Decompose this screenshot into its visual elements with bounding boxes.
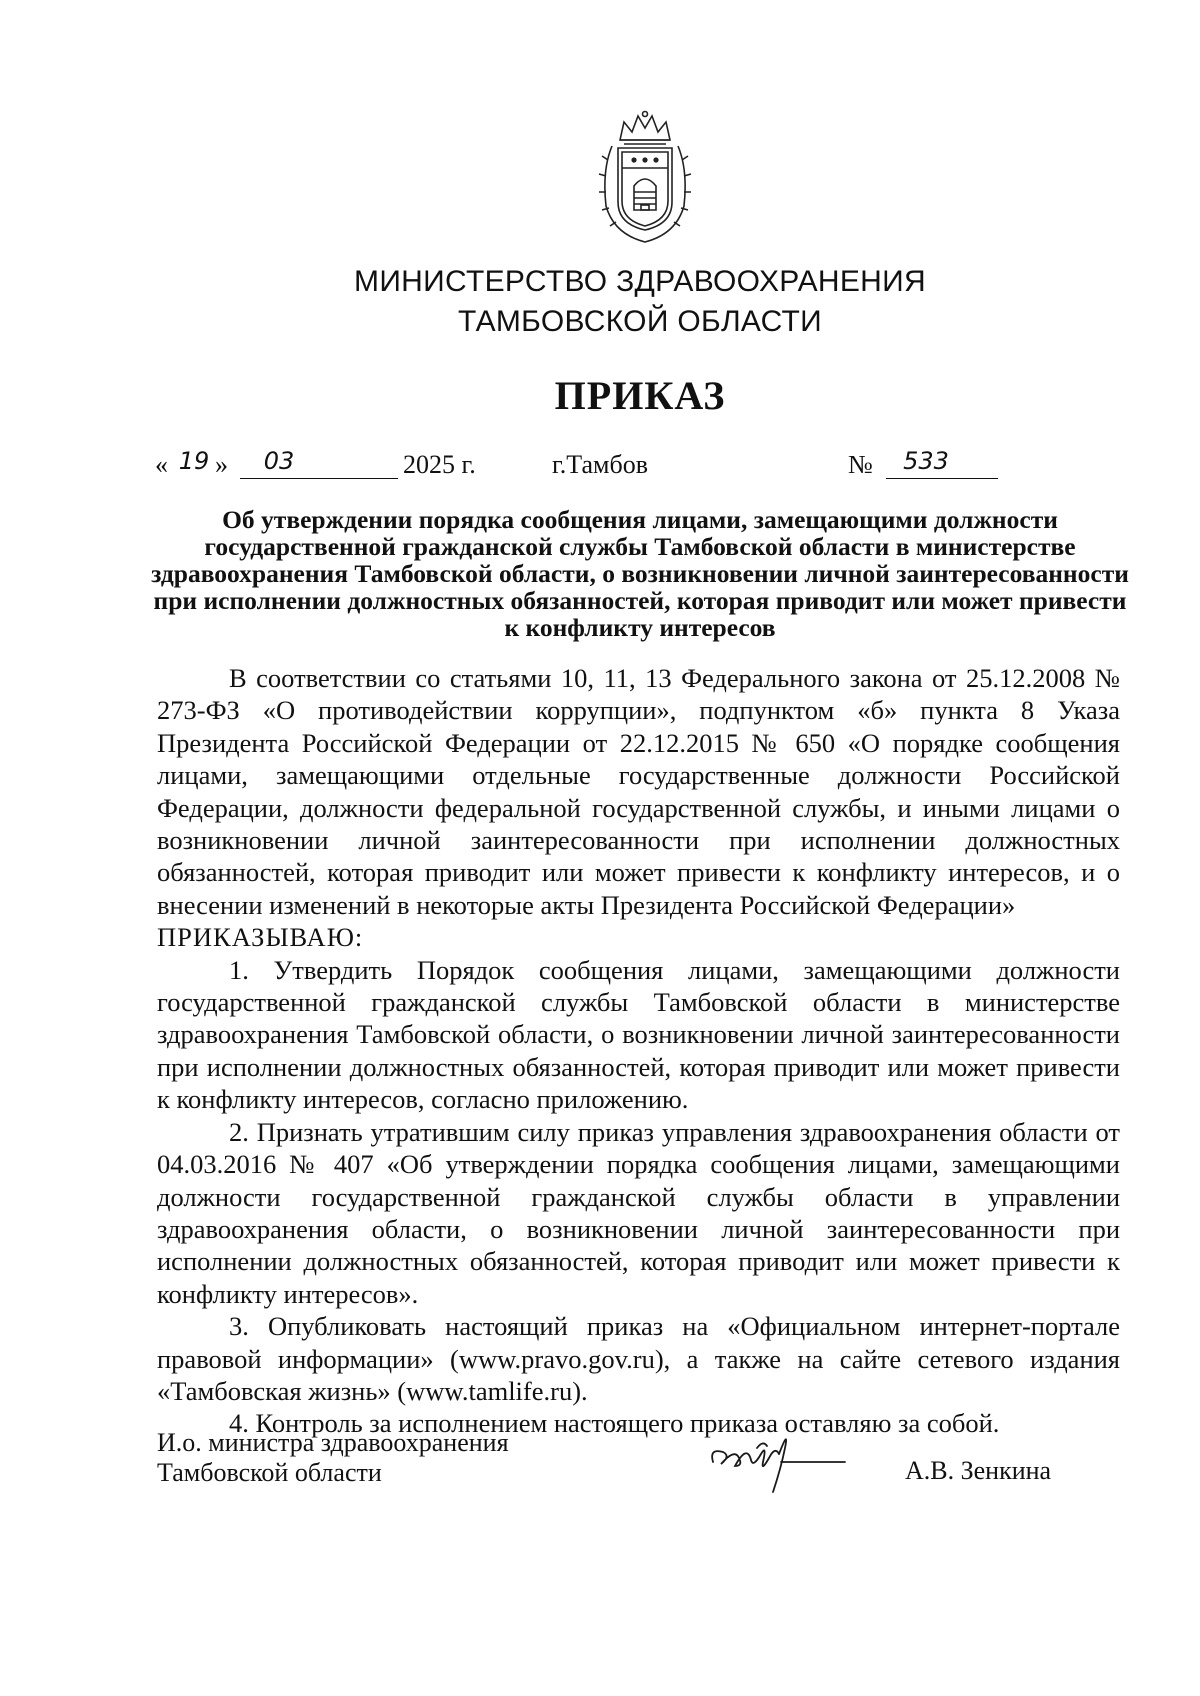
signatory-position-line2: Тамбовской области xyxy=(157,1458,382,1487)
signatory-name: А.В. Зенкина xyxy=(905,1456,1052,1485)
date-month: 03 xyxy=(263,447,295,475)
handwritten-signature xyxy=(705,1418,855,1498)
document-type: ПРИКАЗ xyxy=(554,373,726,418)
list-item: 4. Контроль за исполнением настоящего приказа оставляю за собой. xyxy=(229,1408,1000,1439)
directive-word: ПРИКАЗЫВАЮ: xyxy=(157,922,364,953)
preamble-paragraph: В соответствии со статьями 10, 11, 13 Федерального закона от 25.12.2008 № 273-ФЗ «О противодействии коррупции», подпунктом «б» пункта 8 Указа Президента Российской Федерации от 22.12.2015 № 650 «О порядке сообщения лицами, замещающими отдельные государственные должности Российской Федерации, должности федеральной государственной службы, и иными лицами о возникновении личной заинтересованности при исполнении должностных обязанностей, которая приводит или может привести к конфликту интересов, и о внесении изменений в некоторые акты Президента Российской Федерации» xyxy=(157,663,1120,920)
list-item: 2. Признать утратившим силу приказ управления здравоохранения области от 04.03.2016 № 407 «Об утверждении порядка сообщения лицами, замещающими должности государственной гражданской службы области в управлении здравоохранения области, о возникновении личной заинтересованности при исполнении должностных обязанностей, которая приводит или может привести к конфликту интересов». xyxy=(157,1116,1120,1309)
ministry-name-line1: МИНИСТЕРСТВО ЗДРАВООХРАНЕНИЯ xyxy=(354,265,926,298)
date-year: 2025 г. xyxy=(403,450,476,479)
date-quote-open: « xyxy=(155,450,168,479)
number-sign: № xyxy=(848,450,873,479)
document-body xyxy=(157,662,1120,1440)
signatory-position xyxy=(157,1428,509,1488)
list-item: 1. Утвердить Порядок сообщения лицами, замещающими должности государственной гражданской службы Тамбовской области в министерстве здравоохранения Тамбовской области, о возникновении личной заинтересованности при исполнении должностных обязанностей, которая приводит или может привести к конфликту интересов, согласно приложению. xyxy=(157,954,1120,1115)
ministry-name xyxy=(200,262,1080,342)
coat-of-arms-emblem xyxy=(594,110,696,246)
ministry-name-line2: ТАМБОВСКОЙ ОБЛАСТИ xyxy=(457,305,823,338)
date-quote-close: » xyxy=(215,450,228,479)
document-number: 533 xyxy=(903,447,949,475)
number-wrap xyxy=(886,448,966,482)
date-day-wrap xyxy=(176,448,212,482)
date-month-wrap xyxy=(240,448,318,482)
date-day: 19 xyxy=(178,447,210,475)
city: г.Тамбов xyxy=(552,450,648,479)
signatory-position-line1: И.о. министра здравоохранения xyxy=(157,1428,509,1457)
document-title: Об утверждении порядка сообщения лицами, замещающими должности государственной гражданской службы Тамбовской области в министерстве здравоохранения Тамбовской области, о возникновении личной заинтересованности при исполнении должностных обязанностей, которая приводит или может привести к конфликту интересов xyxy=(151,505,1129,642)
list-item: 3. Опубликовать настоящий приказ на «Официальном интернет-портале правовой информации» (www.pravo.gov.ru), а также на сайте сетевого издания «Тамбовская жизнь» (www.tamlife.ru). xyxy=(157,1311,1120,1406)
